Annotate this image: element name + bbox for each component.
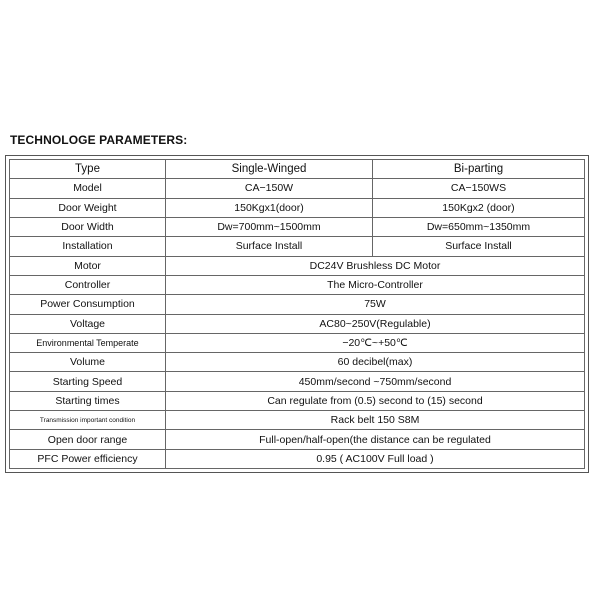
header-row: [10, 160, 585, 179]
row-power-consumption: [10, 295, 585, 314]
single-value: Dw=700mm~1500mm: [166, 217, 373, 236]
row-motor: [10, 256, 585, 275]
row-label: Motor: [10, 256, 166, 275]
row-label: Door Weight: [10, 198, 166, 217]
row-door-width: [10, 217, 585, 236]
row-label: Power Consumption: [10, 295, 166, 314]
merged-value: Full-open/half-open(the distance can be regulated: [166, 430, 585, 449]
header-single-winged: Single-Winged: [166, 160, 373, 179]
row-label: Open door range: [10, 430, 166, 449]
row-controller: [10, 275, 585, 294]
row-label: Door Width: [10, 217, 166, 236]
merged-value: Can regulate from (0.5) second to (15) second: [166, 391, 585, 410]
parameters-table-frame: [5, 155, 589, 473]
row-label: Volume: [10, 353, 166, 372]
row-label: Installation: [10, 237, 166, 256]
bi-value: CA−150WS: [373, 179, 585, 198]
row-label: Starting Speed: [10, 372, 166, 391]
merged-value: DC24V Brushless DC Motor: [166, 256, 585, 275]
row-label: PFC Power efficiency: [10, 449, 166, 468]
row-transmission: [10, 411, 585, 430]
row-label: Model: [10, 179, 166, 198]
row-model: [10, 179, 585, 198]
section-heading: TECHNOLOGE PARAMETERS:: [10, 133, 188, 147]
row-label: Starting times: [10, 391, 166, 410]
single-value: Surface Install: [166, 237, 373, 256]
merged-value: Rack belt 150 S8M: [166, 411, 585, 430]
row-installation: [10, 237, 585, 256]
merged-value: 450mm/second ~750mm/second: [166, 372, 585, 391]
parameters-table: [9, 159, 585, 469]
row-label: Voltage: [10, 314, 166, 333]
merged-value: AC80~250V(Regulable): [166, 314, 585, 333]
merged-value: −20℃~+50℃: [166, 333, 585, 352]
merged-value: 0.95 ( AC100V Full load ): [166, 449, 585, 468]
bi-value: 150Kgx2 (door): [373, 198, 585, 217]
bi-value: Surface Install: [373, 237, 585, 256]
header-bi-parting: Bi-parting: [373, 160, 585, 179]
row-starting-speed: [10, 372, 585, 391]
row-label: Environmental Temperate: [10, 333, 166, 352]
single-value: 150Kgx1(door): [166, 198, 373, 217]
row-volume: [10, 353, 585, 372]
row-door-weight: [10, 198, 585, 217]
header-type: Type: [10, 160, 166, 179]
row-open-door-range: [10, 430, 585, 449]
row-label: Controller: [10, 275, 166, 294]
row-pfc-power-efficiency: [10, 449, 585, 468]
row-starting-times: [10, 391, 585, 410]
row-environmental-temperate: [10, 333, 585, 352]
single-value: CA−150W: [166, 179, 373, 198]
row-voltage: [10, 314, 585, 333]
row-label: Transmission important condition: [10, 411, 166, 430]
merged-value: 60 decibel(max): [166, 353, 585, 372]
merged-value: The Micro-Controller: [166, 275, 585, 294]
bi-value: Dw=650mm~1350mm: [373, 217, 585, 236]
merged-value: 75W: [166, 295, 585, 314]
